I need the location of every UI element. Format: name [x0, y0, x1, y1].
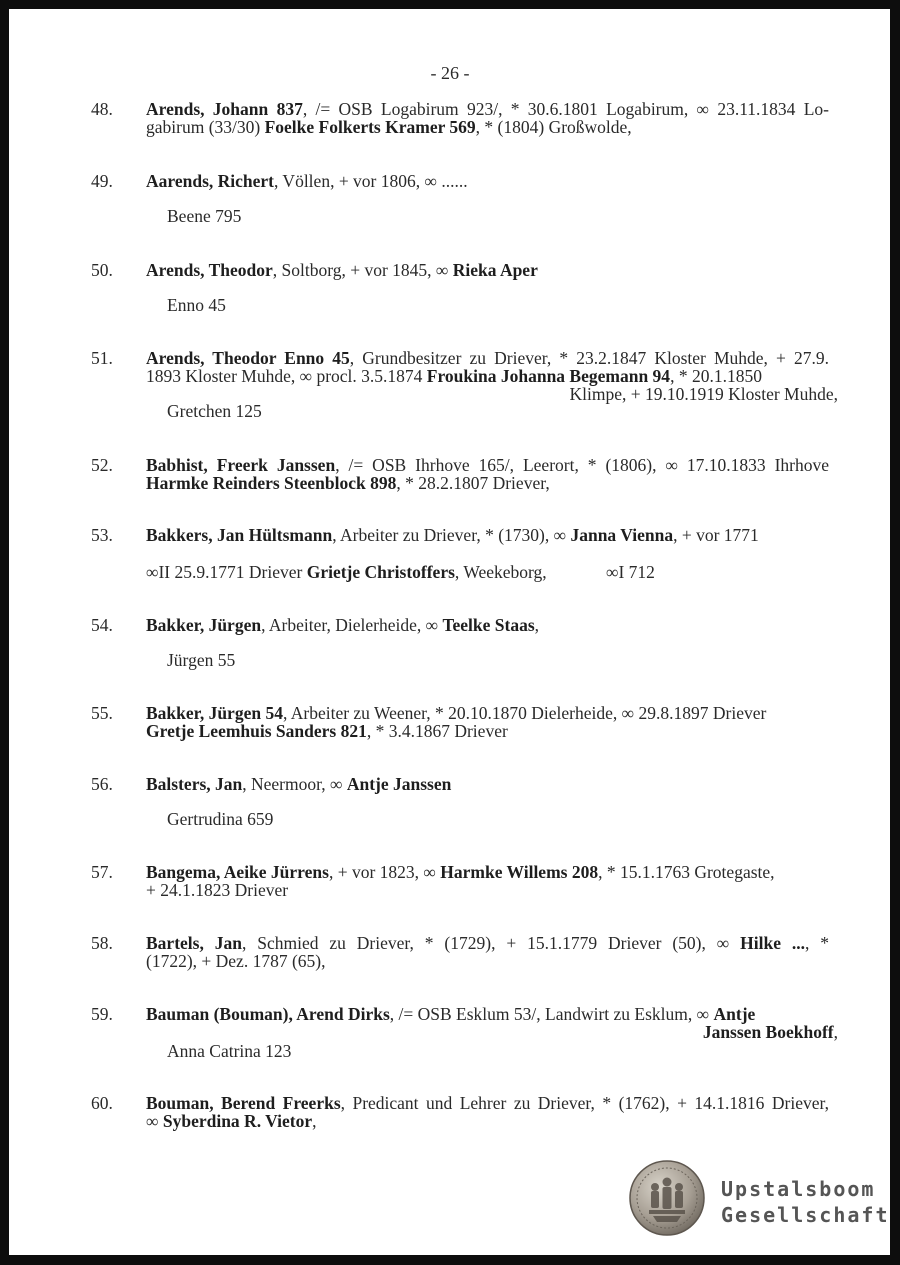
upstalsboom-logo — [629, 1160, 890, 1236]
child-entry: Gertrudina 659 — [167, 809, 274, 829]
seal-icon — [629, 1160, 705, 1236]
spouse-name: Janna Vienna — [570, 525, 674, 545]
entry-number: 50. — [91, 260, 113, 280]
child-entry: Enno 45 — [167, 295, 226, 315]
entry-number: 55. — [91, 703, 113, 723]
person-name: Bakker, Jürgen 54 — [146, 703, 283, 723]
person-name: Aarends, Richert — [146, 171, 274, 191]
page-number: - 26 - — [430, 63, 470, 83]
spouse-name: Froukina Johanna Begemann 94 — [426, 366, 671, 386]
spouse-name: Teelke Staas — [442, 615, 535, 635]
person-name: Bakkers, Jan Hültsmann — [146, 525, 333, 545]
person-name: Arends, Johann 837 — [146, 99, 303, 119]
person-name: Arends, Theodor — [146, 260, 273, 280]
entry-number: 49. — [91, 171, 113, 191]
spouse-name: Foelke Folkerts Kramer 569 — [264, 117, 476, 137]
second-marriage: ∞II 25.9.1771 Driever Grietje Christoffers, Weekeborg, — [146, 562, 547, 582]
child-entry: Gretchen 125 — [167, 401, 262, 421]
person-name: Arends, Theodor Enno 45 — [146, 348, 350, 368]
child-entry: Anna Catrina 123 — [167, 1041, 292, 1061]
entry-number: 54. — [91, 615, 113, 635]
entry-number: 56. — [91, 774, 113, 794]
spouse-name: Harmke Willems 208 — [440, 862, 599, 882]
entry-number: 60. — [91, 1093, 113, 1113]
person-name: Bauman (Bouman), Arend Dirks — [146, 1004, 390, 1024]
entry-number: 51. — [91, 348, 113, 368]
entry-number: 58. — [91, 933, 113, 953]
logo-wordmark: Upstalsboom Gesellschaft — [721, 1177, 890, 1227]
spouse-name: Rieka Aper — [452, 260, 538, 280]
person-name: Babhist, Freerk Janssen — [146, 455, 336, 475]
entry-number: 53. — [91, 525, 113, 545]
entry-number: 48. — [91, 99, 113, 119]
person-name: Balsters, Jan — [146, 774, 243, 794]
spouse-name: Antje Janssen — [346, 774, 452, 794]
person-name: Bangema, Aeike Jürrens — [146, 862, 329, 882]
person-name: Bartels, Jan — [146, 933, 242, 953]
entry-number: 59. — [91, 1004, 113, 1024]
spouse-name: Hilke ... — [740, 933, 805, 953]
person-name: Bakker, Jürgen — [146, 615, 262, 635]
child-entry: Jürgen 55 — [167, 650, 236, 670]
spouse-name: Antje — [713, 1004, 756, 1024]
spouse-name: Harmke Reinders Steenblock 898 — [146, 473, 397, 493]
spouse-name: Gretje Leemhuis Sanders 821 — [146, 721, 367, 741]
entry-number: 52. — [91, 455, 113, 475]
entry-number: 57. — [91, 862, 113, 882]
person-name: Bouman, Berend Freerks — [146, 1093, 341, 1113]
cross-reference: ∞I 712 — [606, 562, 655, 582]
spouse-name: Syberdina R. Vietor — [162, 1111, 313, 1131]
child-entry: Beene 795 — [167, 206, 242, 226]
